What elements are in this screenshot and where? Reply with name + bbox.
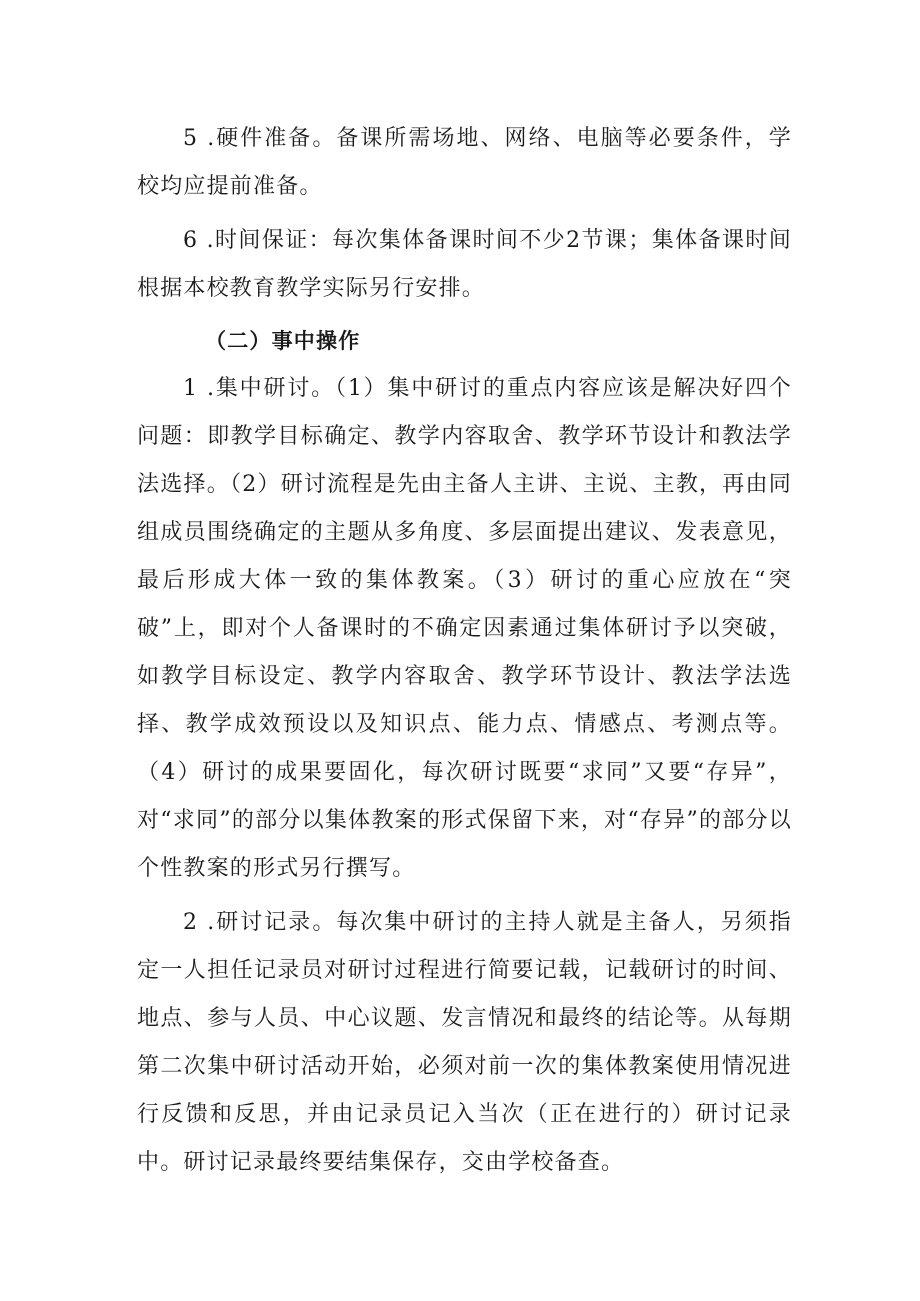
document-body — [137, 115, 792, 1187]
paragraph-time-guarantee: 6 .时间保证：每次集体备课时间不少2节课；集体备课时间根据本校教育教学实际另行安排。 — [137, 228, 792, 301]
section-heading: （二）事中操作 — [205, 329, 361, 353]
paragraph-centralized-discussion: 1 .集中研讨。（1）集中研讨的重点内容应该是解决好四个问题：即教学目标确定、教学内容取舍、教学环节设计和教法学法选择。（2）研讨流程是先由主备人主讲、主说、主教，再由同组成员围绕确定的主题从多角度、多层面提出建议、发表意见，最后形成大体一致的集体教案。（3）研讨的重心应放在“突破”上，即对个人备课时的不确定因素通过集体研讨予以突破，如教学目标设定、教学内容取舍、教学环节设计、教法学法选择、教学成效预设以及知识点、能力点、情感点、考测点等。（4）研讨的成果要固化，每次研讨既要“求同”又要“存异”，对“求同”的部分以集体教案的形式保留下来，对“存异”的部分以个性教案的形式另行撰写。 — [137, 376, 792, 881]
paragraph-discussion-record: 2 .研讨记录。每次集中研讨的主持人就是主备人，另须指定一人担任记录员对研讨过程进行简要记载，记载研讨的时间、地点、参与人员、中心议题、发言情况和最终的结论等。从每期第二次集中研讨活动开始，必须对前一次的集体教案使用情况进行反馈和反思，并由记录员记入当次（正在进行的）研讨记录中。研讨记录最终要结集保存，交由学校备查。 — [137, 910, 792, 1175]
paragraph-hardware-preparation: 5 .硬件准备。备课所需场地、网络、电脑等必要条件，学校均应提前准备。 — [137, 126, 792, 199]
